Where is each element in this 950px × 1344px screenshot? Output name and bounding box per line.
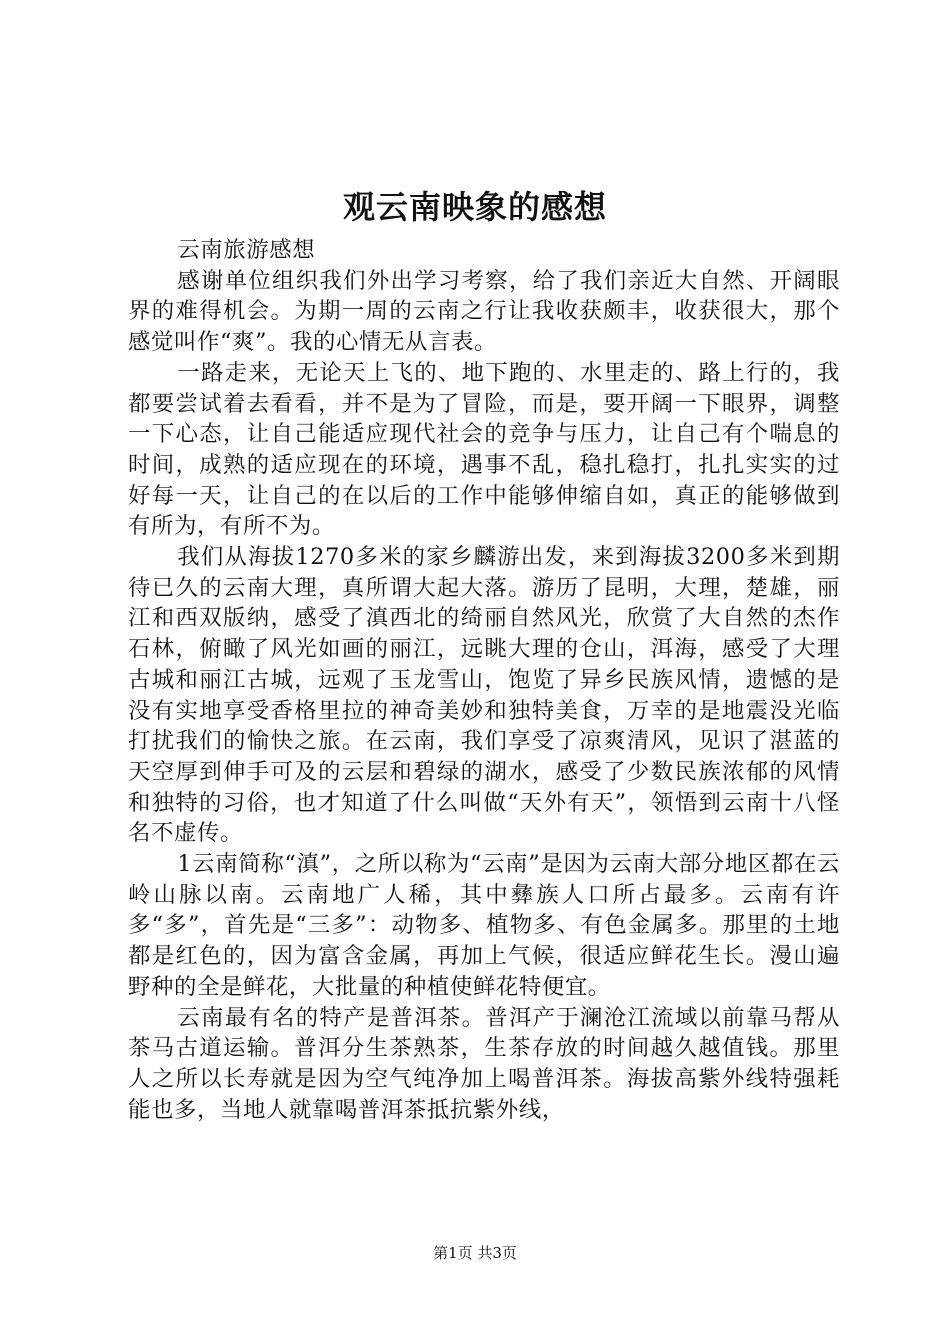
paragraph: 我们从海拔1270多米的家乡麟游出发，来到海拔3200多米到期待已久的云南大理，真所谓大起大落。游历了昆明，大理，楚雄，丽江和西双版纳，感受了滇西北的绮丽自然风光，欣赏了大自然的杰作石林，俯瞰了风光如画的丽江，远眺大理的仓山，洱海，感受了大理古城和丽江古城，远观了玉龙雪山，饱览了异乡民族风情，遗憾的是没有实地享受香格里拉的神奇美妙和独特美食，万幸的是地震没光临打扰我们的愉快之旅。在云南，我们享受了凉爽清风，见识了湛蓝的天空厚到伸手可及的云层和碧绿的湖水，感受了少数民族浓郁的风情和独特的习俗，也才知道了什么叫做“天外有天”，领悟到云南十八怪名不虚传。	[128, 544, 840, 847]
document-body	[128, 235, 840, 1125]
paragraph: 云南最有名的特产是普洱茶。普洱产于澜沧江流域以前靠马帮从茶马古道运输。普洱分生茶熟茶，生茶存放的时间越久越值钱。那里人之所以长寿就是因为空气纯净加上喝普洱茶。海拔高紫外线特强耗能也多，当地人就靠喝普洱茶抵抗紫外线，	[128, 1004, 840, 1123]
paragraph-subtitle: 云南旅游感想	[177, 237, 316, 263]
paragraph: 一路走来，无论天上飞的、地下跑的、水里走的、路上行的，我都要尝试着去看看，并不是为了冒险，而是，要开阔一下眼界，调整一下心态，让自己能适应现代社会的竞争与压力，让自己有个喘息的时间，成熟的适应现在的环境，遇事不乱，稳扎稳打，扎扎实实的过好每一天，让自己的在以后的工作中能够伸缩自如，真正的能够做到有所为，有所不为。	[128, 359, 840, 540]
document-title: 观云南映象的感想	[342, 188, 607, 226]
paragraph: 1云南简称“滇”，之所以称为“云南”是因为云南大部分地区都在云岭山脉以南。云南地广人稀，其中彝族人口所占最多。云南有许多“多”，首先是“三多”：动物多、植物多、有色金属多。那里的土地都是红色的，因为富含金属，再加上气候，很适应鲜花生长。漫山遍野种的全是鲜花，大批量的种植使鲜花特便宜。	[128, 851, 840, 1000]
page-number-footer: 第1页 共3页	[433, 1244, 517, 1262]
paragraph: 感谢单位组织我们外出学习考察，给了我们亲近大自然、开阔眼界的难得机会。为期一周的云南之行让我收获颇丰，收获很大，那个感觉叫作“爽”。我的心情无从言表。	[128, 267, 840, 356]
